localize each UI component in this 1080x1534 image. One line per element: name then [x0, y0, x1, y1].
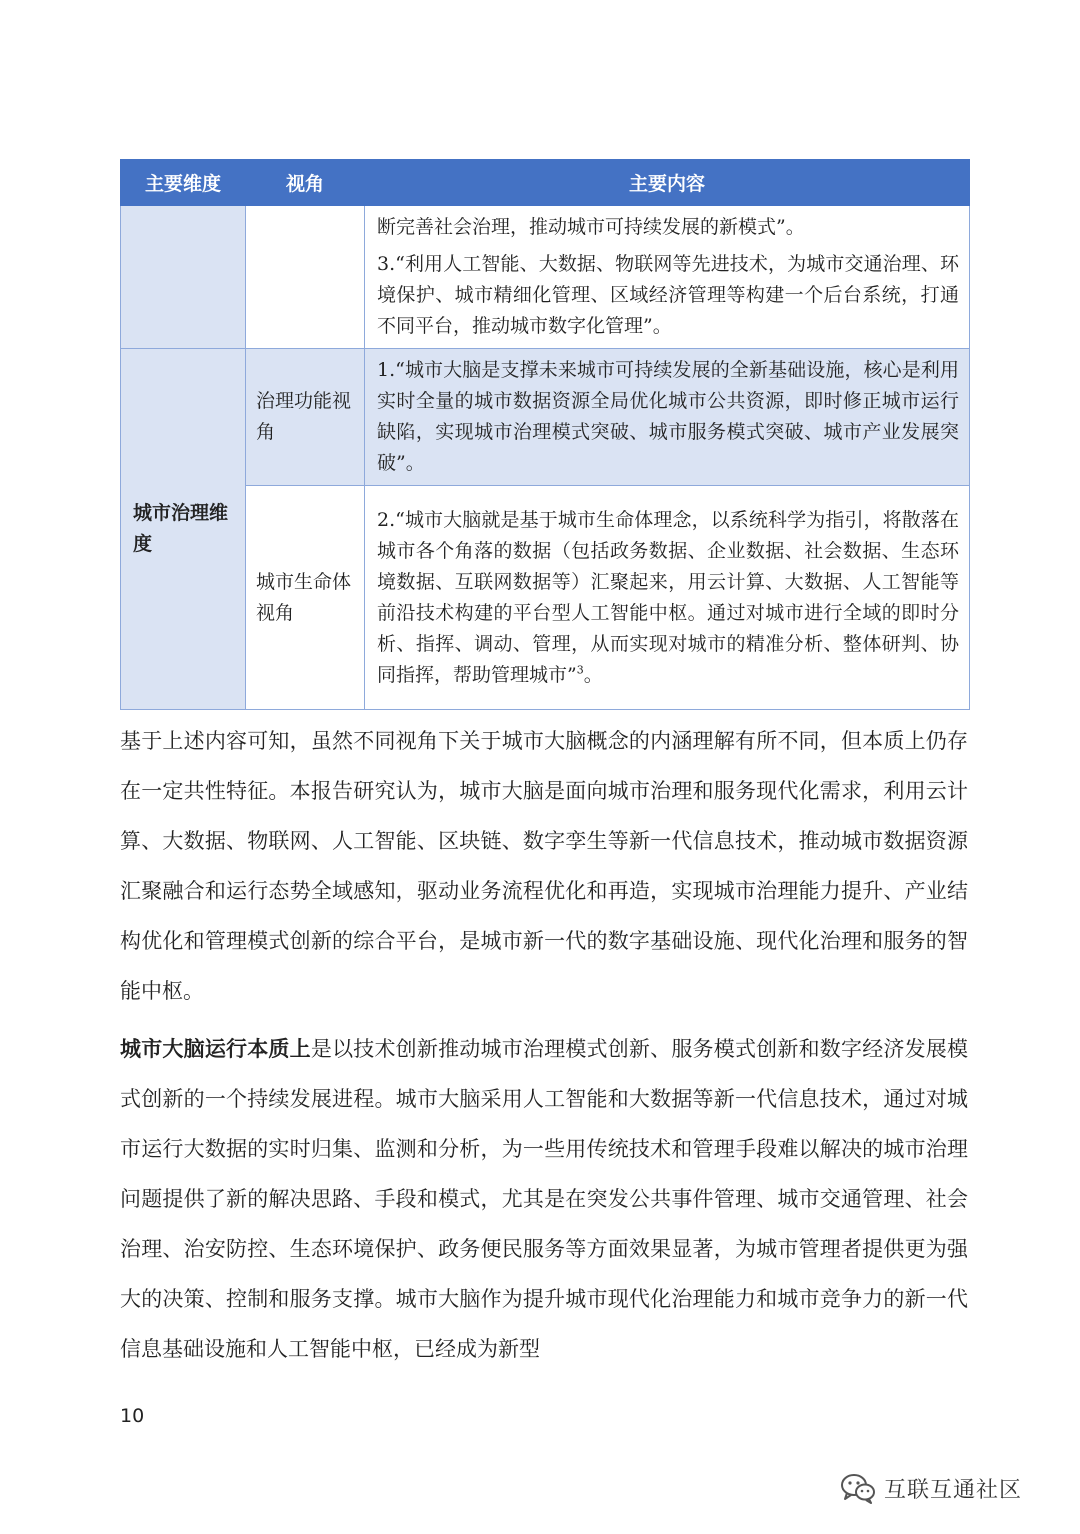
body-text: [120, 716, 968, 1382]
table-row: [121, 486, 970, 710]
row3-content-tail: 。: [583, 663, 603, 686]
row1-view: [246, 206, 365, 349]
footnote-ref[interactable]: 3: [576, 663, 584, 677]
row3-view: 城市生命体视角: [246, 486, 365, 710]
paragraph-1: 基于上述内容可知，虽然不同视角下关于城市大脑概念的内涵理解有所不同，但本质上仍存在一定共性特征。本报告研究认为，城市大脑是面向城市治理和服务现代化需求，利用云计算、大数据、物联网、人工智能、区块链、数字孪生等新一代信息技术，推动城市数据资源汇聚融合和运行态势全域感知，驱动业务流程优化和再造，实现城市治理能力提升、产业结构优化和管理模式创新的综合平台，是城市新一代的数字基础设施、现代化治理和服务的智能中枢。: [120, 729, 968, 1003]
header-view: 视角: [246, 160, 365, 206]
paragraph-2: [120, 1024, 968, 1374]
row2-view: 治理功能视角: [246, 349, 365, 486]
row1-dimension: [121, 206, 246, 349]
row2-content: [365, 349, 970, 486]
row3-content-text: [377, 505, 959, 691]
paragraph-2-rest: 是以技术创新推动城市治理模式创新、服务模式创新和数字经济发展模式创新的一个持续发展进程。城市大脑采用人工智能和大数据等新一代信息技术，通过对城市运行大数据的实时归集、监测和分析，为一些用传统技术和管理手段难以解决的城市治理问题提供了新的解决思路、手段和模式，尤其是在突发公共事件管理、城市交通管理、社会治理、治安防控、生态环境保护、政务便民服务等方面效果显著，为城市管理者提供更为强大的决策、控制和服务支撑。城市大脑作为提升城市现代化治理能力和城市竞争力的新一代信息基础设施和人工智能中枢，已经成为新型: [120, 1037, 969, 1361]
row1-content: [365, 206, 970, 349]
row3-content-main: 2.“城市大脑就是基于城市生命体理念，以系统科学为指引，将散落在城市各个角落的数据（包括政务数据、企业数据、社会数据、生态环境数据、互联网数据等）汇聚起来，用云计算、大数据、人工智能等前沿技术构建的平台型人工智能中枢。通过对城市进行全域的即时分析、指挥、调动、管理，从而实现对城市的精准分析、整体研判、协同指挥，帮助管理城市”: [377, 508, 959, 686]
row3-content: [365, 486, 970, 710]
row1-content-line2: 3.“利用人工智能、大数据、物联网等先进技术，为城市交通治理、环境保护、城市精细化管理、区域经济管理等构建一个后台系统，打通不同平台，推动城市数字化管理”。: [377, 253, 959, 337]
concept-table: [120, 159, 970, 710]
row1-content-line1: 断完善社会治理，推动城市可持续发展的新模式”。: [377, 216, 805, 238]
header-content: 主要内容: [365, 160, 970, 206]
page-number: 10: [120, 1405, 145, 1427]
row2-dimension: 城市治理维度: [121, 349, 246, 710]
footer-watermark: [840, 1468, 1055, 1508]
table-row: [121, 349, 970, 486]
header-dimension: 主要维度: [121, 160, 246, 206]
wechat-icon: [840, 1472, 876, 1504]
table-row: [121, 206, 970, 349]
paragraph-2-lead: 城市大脑运行本质上: [120, 1037, 311, 1061]
row2-content-text: 1.“城市大脑是支撑未来城市可持续发展的全新基础设施，核心是利用实时全量的城市数据资源全局优化城市公共资源，即时修正城市运行缺陷，实现城市治理模式突破、城市服务模式突破、城市产业发展突破”。: [377, 359, 959, 474]
footer-name: 互联互通社区: [884, 1477, 1023, 1503]
table-header-row: [121, 160, 970, 206]
